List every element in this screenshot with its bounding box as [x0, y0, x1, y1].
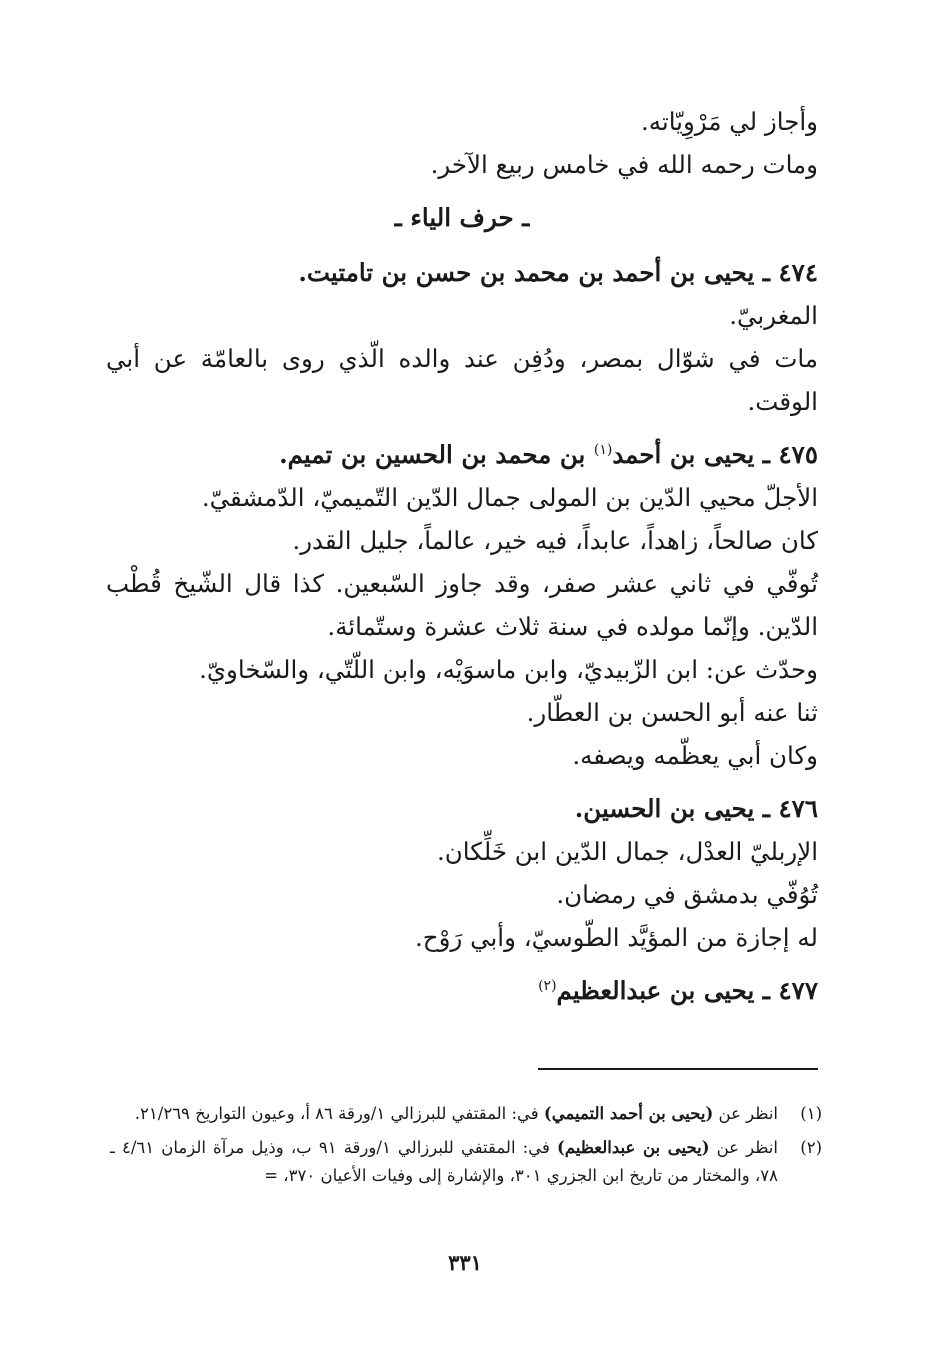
text-line: تُوُفّي بدمشق في رمضان.	[556, 880, 818, 909]
text-line: الأجلّ محيي الدّين بن المولى جمال الدّين التّميميّ، الدّمشقيّ.	[201, 483, 818, 512]
footnote-text-part: انظر عن	[709, 1138, 778, 1157]
text-line: ثنا عنه أبو الحسن بن العطّار.	[526, 698, 818, 727]
footnote-text-part: في: المقتفي للبرزالي ١/ورقة ٩١ ب، وذيل مرآة الزمان ٤/٦١ ـ ٧٨، والمختار من تاريخ ابن الجزري ٣٠١، والإشارة إلى وفيات الأعيان ٣٧٠، =	[110, 1138, 778, 1185]
footnote-separator	[538, 1068, 818, 1070]
entry-title-text: بن محمد بن الحسين بن تميم.	[279, 440, 594, 469]
text-line: المغربيّ.	[729, 301, 818, 330]
footnote-1	[110, 1100, 822, 1128]
text-line: ومات رحمه الله في خامس ربيع الآخر.	[430, 150, 818, 179]
entry-476-title: ٤٧٦ ـ يحيى بن الحسين.	[574, 794, 818, 823]
text-line: وكان أبي يعظّمه ويصفه.	[572, 741, 818, 770]
footnote-text-part: في: المقتفي للبرزالي ١/ورقة ٨٦ أ، وعيون التواريخ ٢١/٢٦٩.	[134, 1104, 544, 1123]
text-paragraph: تُوفّي في ثاني عشر صفر، وقد جاوز السّبعين. كذا قال الشّيخ قُطْب الدّين. وإنّما مولده في سنة ثلاث عشرة وستّمائة.	[106, 569, 818, 641]
text-line: الإربليّ العدْل، جمال الدّين ابن خَلِّكان.	[436, 837, 818, 866]
footnote-text	[110, 1100, 778, 1128]
footnote-2	[110, 1134, 822, 1190]
text-line: وحدّث عن: ابن الزّبيديّ، وابن ماسوَيْه، وابن اللّتّي، والسّخاويّ.	[199, 655, 818, 684]
text-line: وأجاز لي مَرْوِيّاته.	[640, 107, 818, 136]
footnote-text	[110, 1134, 778, 1190]
footnote-ref-2[interactable]: (٢)	[538, 977, 557, 994]
entry-475-title	[106, 433, 818, 476]
entry-title-text: ٤٧٧ ـ يحيى بن عبدالعظيم	[556, 976, 818, 1005]
footnote-subject: (يحيى بن عبدالعظيم)	[556, 1138, 710, 1157]
main-text	[106, 100, 818, 1012]
text-line: كان صالحاً، زاهداً، عابداً، فيه خير، عالماً، جليل القدر.	[292, 526, 818, 555]
footnote-number: (١)	[800, 1104, 822, 1123]
footnote-number: (٢)	[800, 1138, 822, 1157]
entry-477-title	[106, 969, 818, 1012]
text-line: له إجازة من المؤيَّد الطّوسيّ، وأبي رَوْح.	[415, 923, 818, 952]
section-heading: ـ حرف الياء ـ	[394, 203, 530, 232]
footnote-subject: (يحيى بن أحمد التميمي)	[543, 1104, 714, 1123]
footnote-ref-1[interactable]: (١)	[593, 441, 613, 458]
entry-474-title: ٤٧٤ ـ يحيى بن أحمد بن محمد بن حسن بن تامتيت.	[298, 258, 818, 287]
page-number: ٣٣١	[448, 1250, 482, 1275]
entry-title-text: ٤٧٥ ـ يحيى بن أحمد	[612, 440, 818, 469]
text-paragraph: مات في شوّال بمصر، ودُفِن عند والده الّذي روى بالعامّة عن أبي الوقت.	[106, 344, 818, 416]
footnotes	[110, 1100, 822, 1196]
footnote-text-part: انظر عن	[713, 1104, 778, 1123]
